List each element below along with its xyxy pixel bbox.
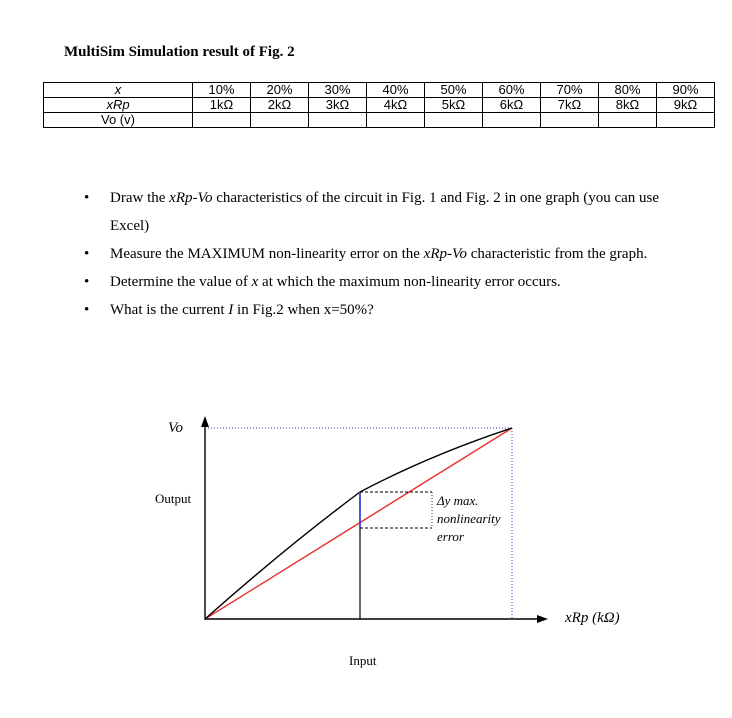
y-axis-arrow-icon [201,416,209,427]
task-text-post: in Fig.2 when x=50%? [233,302,374,318]
table-cell: 6kΩ [483,98,541,113]
table-cell: 9kΩ [657,98,715,113]
input-label: Input [349,653,377,668]
table-cell: 1kΩ [193,98,251,113]
table-cell: 4kΩ [367,98,425,113]
table-cell: 40% [367,83,425,98]
table-cell: 10% [193,83,251,98]
table-cell: 3kΩ [309,98,367,113]
table-cell: 7kΩ [541,98,599,113]
bullet-icon: • [84,274,90,290]
output-label: Output [155,491,192,506]
table-cell: 8kΩ [599,98,657,113]
task-text-post: characteristic from the graph. [467,246,648,262]
task-text-var: I [228,302,234,318]
x-axis-label: xRp (kΩ) [565,610,620,626]
x-axis-arrow-icon [537,615,548,623]
annotation-line-1: Δy max. [437,493,479,508]
task-text-pre: What is the current [110,302,229,318]
table-cell: 80% [599,83,657,98]
task-text-var: xRp-Vo [423,246,467,262]
task-text-pre: Measure the MAXIMUM non-linearity error on the [110,246,424,262]
task-text-post: characteristics of the circuit in Fig. 1 and Fig. 2 in one graph (you can use Excel) [110,190,660,234]
task-text-post: at which the maximum non-linearity error occurs. [258,274,561,290]
task-text-pre: Draw the [110,190,170,206]
annotation-line-3: error [437,529,464,544]
table-cell: 90% [657,83,715,98]
row-label-vo: Vo (v) [44,113,193,128]
bullet-icon: • [84,302,90,318]
task-text-pre: Determine the value of [110,274,252,290]
table-cell: 20% [251,83,309,98]
bullet-icon: • [84,246,90,262]
bullet-icon: • [84,190,90,206]
row-label-x: x [44,83,193,98]
table-cell: 70% [541,83,599,98]
table-cell: 50% [425,83,483,98]
table-cell: 30% [309,83,367,98]
y-axis-label: Vo [168,420,183,436]
table-cell: 2kΩ [251,98,309,113]
task-text-var: xRp-Vo [169,190,213,206]
table-cell: 5kΩ [425,98,483,113]
task-text-var: x [251,274,259,290]
table-cell: 60% [483,83,541,98]
row-label-xrp: xRp [44,98,193,113]
page-title: MultiSim Simulation result of Fig. 2 [64,44,295,60]
annotation-line-2: nonlinearity [437,511,501,526]
